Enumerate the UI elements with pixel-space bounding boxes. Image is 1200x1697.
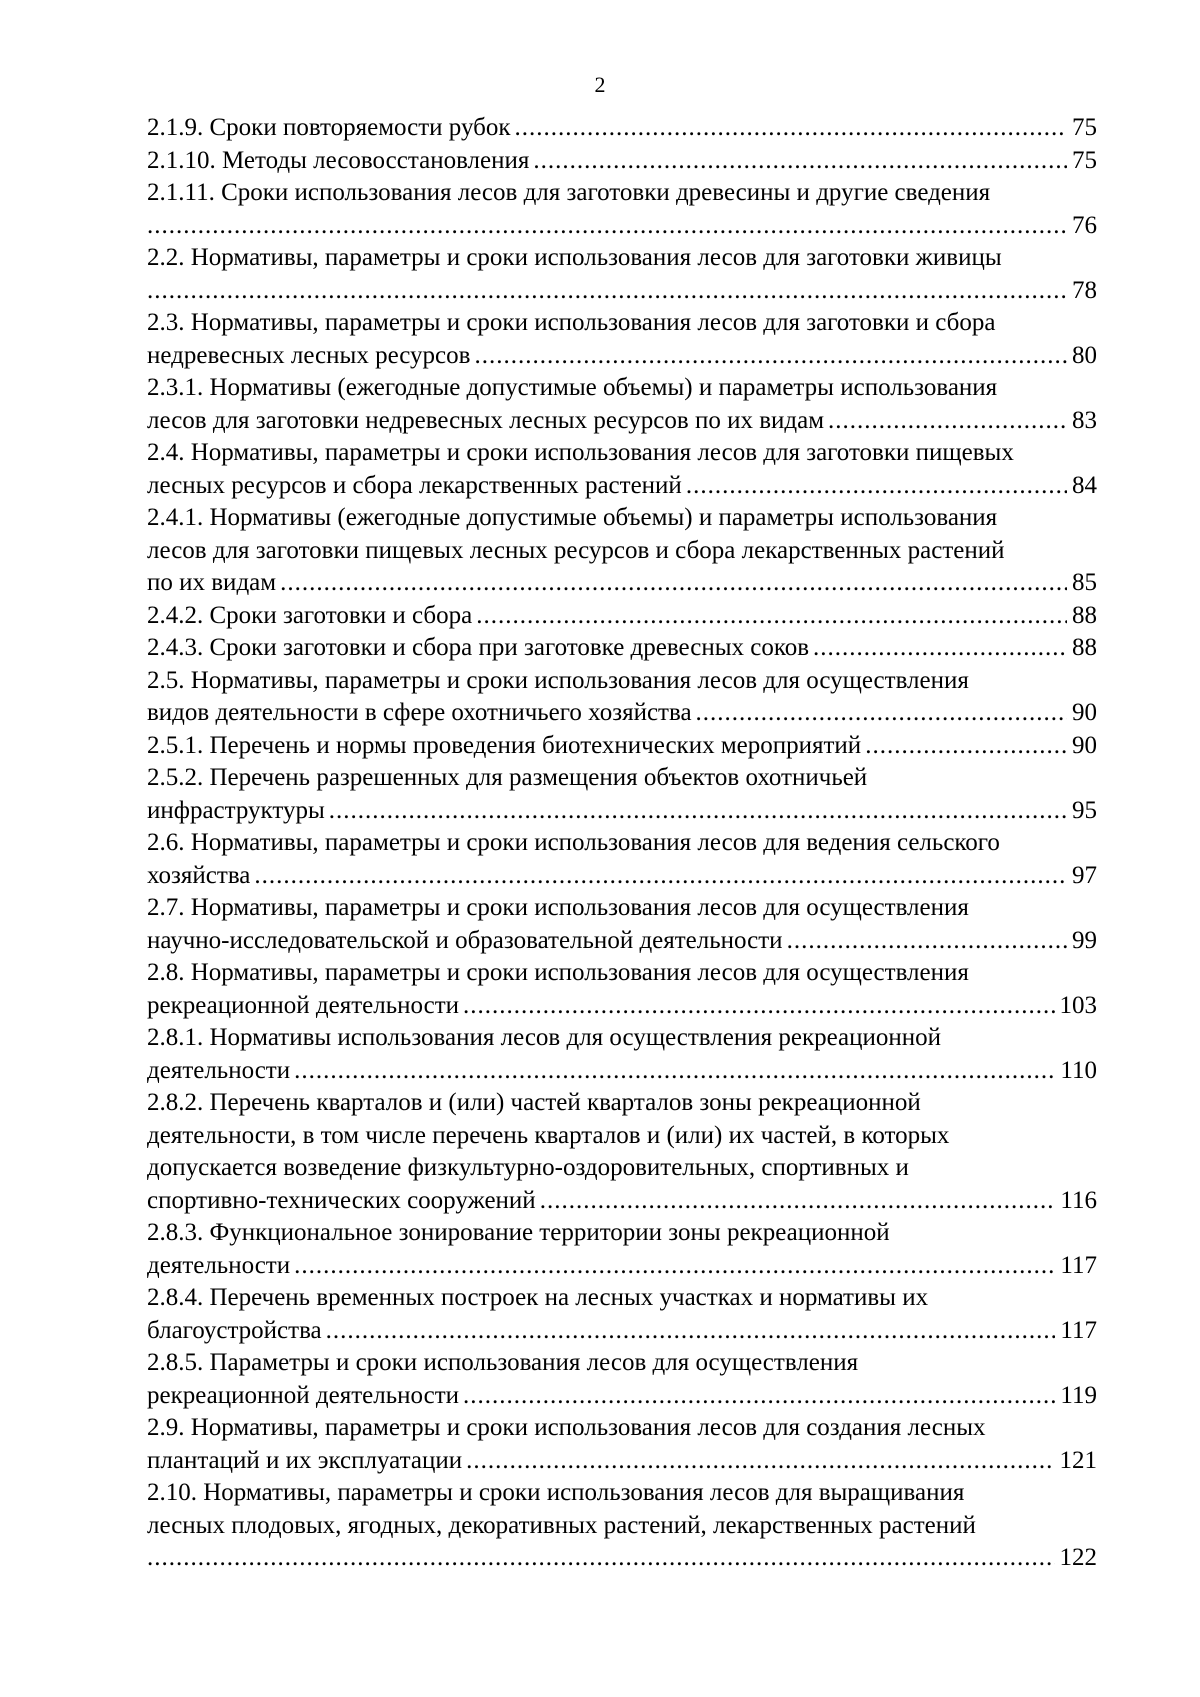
toc-entry-title: рекреационной деятельности xyxy=(147,991,459,1019)
page-number: 2 xyxy=(594,72,606,97)
toc-entry[interactable] xyxy=(147,1087,1097,1217)
toc-entry-page-number: 117 xyxy=(1060,1251,1097,1279)
toc-entry[interactable] xyxy=(147,1217,1097,1282)
toc-entry-page-number: 121 xyxy=(1059,1446,1097,1474)
dot-leader xyxy=(476,600,1067,633)
toc-entry-page-number: 90 xyxy=(1072,731,1097,759)
dot-leader xyxy=(463,990,1055,1023)
toc-entry-text-line: 2.3. Нормативы, параметры и сроки использования лесов для заготовки и сбора xyxy=(147,309,996,336)
dot-leader xyxy=(294,1250,1055,1283)
toc-entry-last-line xyxy=(147,1315,1097,1348)
dot-leader xyxy=(533,145,1067,178)
toc-entry-title: недревесных лесных ресурсов xyxy=(147,341,471,369)
toc-entry-page-number: 90 xyxy=(1072,699,1097,726)
toc-entry[interactable] xyxy=(147,957,1097,1022)
toc-entry-page-number: 99 xyxy=(1072,926,1097,954)
toc-entry-text-line: 2.7. Нормативы, параметры и сроки использования лесов для осуществления xyxy=(147,894,969,921)
toc-entry-last-line xyxy=(147,990,1097,1023)
toc-entry-text-line: 2.1.11. Сроки использования лесов для заготовки древесины и другие сведения xyxy=(147,179,991,206)
toc-entry-title: деятельности xyxy=(147,1251,291,1279)
toc-entry-page-number: 83 xyxy=(1072,406,1097,434)
toc-entry-page-number: 88 xyxy=(1072,601,1097,629)
toc-entry-title: 2.4.2. Сроки заготовки и сбора xyxy=(147,601,473,629)
dot-leader xyxy=(254,860,1067,893)
toc-entry-page-number: 85 xyxy=(1072,569,1097,596)
toc-entry[interactable] xyxy=(147,600,1097,633)
toc-entry-last-line xyxy=(147,210,1097,243)
toc-entry-title: инфраструктуры xyxy=(147,796,325,824)
toc-entry-title: 2.1.10. Методы лесовосстановления xyxy=(147,146,530,174)
toc-entry-text-line: 2.9. Нормативы, параметры и сроки использования лесов для создания лесных xyxy=(147,1414,986,1441)
toc-entry-last-line xyxy=(147,1185,1097,1218)
toc-entry-last-line xyxy=(147,632,1097,665)
toc-entry[interactable] xyxy=(147,1477,1097,1575)
toc-entry-text-line: 2.8.3. Функциональное зонирование территории зоны рекреационной xyxy=(147,1219,890,1246)
dot-leader xyxy=(686,470,1067,503)
toc-entry-title: плантаций и их эксплуатации xyxy=(147,1446,463,1474)
toc-entry-last-line xyxy=(147,275,1097,308)
toc-entry-text-line: 2.8. Нормативы, параметры и сроки использования лесов для осуществления xyxy=(147,959,969,986)
toc-entry[interactable] xyxy=(147,372,1097,437)
toc-entry[interactable] xyxy=(147,1347,1097,1412)
toc-entry-last-line xyxy=(147,405,1097,438)
toc-entry-title: 2.5.1. Перечень и нормы проведения биотехнических мероприятий xyxy=(147,731,862,759)
toc-entry-last-line xyxy=(147,860,1097,893)
toc-entry[interactable] xyxy=(147,892,1097,957)
dot-leader xyxy=(787,925,1067,958)
toc-entry[interactable] xyxy=(147,112,1097,145)
dot-leader xyxy=(515,112,1067,145)
dot-leader xyxy=(147,1542,1055,1575)
toc-entry[interactable] xyxy=(147,307,1097,372)
toc-entry-title: лесов для заготовки недревесных лесных ресурсов по их видам xyxy=(147,406,825,434)
toc-entry-title: лесных ресурсов и сбора лекарственных растений xyxy=(147,471,682,499)
toc-entry-text-line: деятельности, в том числе перечень кварталов и (или) их частей, в которых xyxy=(147,1121,950,1149)
toc-entry-page-number: 75 xyxy=(1072,114,1097,141)
toc-entry-text-line: 2.8.2. Перечень кварталов и (или) частей кварталов зоны рекреационной xyxy=(147,1089,921,1116)
toc-entry-title: рекреационной деятельности xyxy=(147,1381,459,1409)
toc-entry-last-line xyxy=(147,600,1097,633)
toc-entry-text-line: лесных плодовых, ягодных, декоративных растений, лекарственных растений xyxy=(147,1511,976,1539)
toc-entry-last-line xyxy=(147,145,1097,178)
toc-entry-last-line xyxy=(147,340,1097,373)
toc-entry-text-line: 2.8.4. Перечень временных построек на лесных участках и нормативы их xyxy=(147,1284,929,1311)
dot-leader xyxy=(463,1380,1055,1413)
toc-entry-page-number: 95 xyxy=(1072,796,1097,824)
toc-entry[interactable] xyxy=(147,502,1097,600)
toc-entry-text-line: 2.4.1. Нормативы (ежегодные допустимые объемы) и параметры использования xyxy=(147,504,998,531)
toc-entry-last-line xyxy=(147,470,1097,503)
dot-leader xyxy=(329,795,1067,828)
toc-entry-title: спортивно-технических сооружений xyxy=(147,1186,536,1214)
toc-entry-last-line xyxy=(147,1445,1097,1478)
toc-entry-page-number: 110 xyxy=(1060,1056,1097,1084)
toc-entry[interactable] xyxy=(147,1412,1097,1477)
toc-entry-last-line xyxy=(147,1055,1097,1088)
dot-leader xyxy=(466,1445,1054,1478)
toc-entry-text-line: 2.8.1. Нормативы использования лесов для осуществления рекреационной xyxy=(147,1024,941,1051)
toc-entry[interactable] xyxy=(147,632,1097,665)
toc-entry[interactable] xyxy=(147,145,1097,178)
dot-leader xyxy=(294,1055,1055,1088)
toc-entry-text-line: 2.5. Нормативы, параметры и сроки использования лесов для осуществления xyxy=(147,666,969,694)
toc-entry[interactable] xyxy=(147,730,1097,763)
toc-entry-page-number: 80 xyxy=(1072,341,1097,369)
toc-entry-title: благоустройства xyxy=(147,1316,322,1344)
toc-entry-text-line: 2.10. Нормативы, параметры и сроки использования лесов для выращивания xyxy=(147,1479,965,1506)
toc-entry-text-line: лесов для заготовки пищевых лесных ресурсов и сбора лекарственных растений xyxy=(147,536,1005,564)
toc-entry[interactable] xyxy=(147,177,1097,242)
dot-leader xyxy=(865,730,1067,763)
toc-entry-last-line xyxy=(147,1380,1097,1413)
toc-entry-text-line: 2.4. Нормативы, параметры и сроки использования лесов для заготовки пищевых xyxy=(147,439,1014,466)
toc-entry-last-line xyxy=(147,112,1097,145)
toc-entry-title: 2.4.3. Сроки заготовки и сбора при заготовке древесных соков xyxy=(147,634,810,661)
toc-entry-last-line xyxy=(147,567,1097,600)
toc-entry[interactable] xyxy=(147,1282,1097,1347)
toc-entry-page-number: 97 xyxy=(1072,861,1097,889)
toc-entry-last-line xyxy=(147,1542,1097,1575)
toc-entry-title: деятельности xyxy=(147,1056,291,1084)
toc-entry[interactable] xyxy=(147,242,1097,307)
dot-leader xyxy=(696,697,1067,730)
toc-entry-page-number: 119 xyxy=(1060,1381,1097,1409)
toc-entry[interactable] xyxy=(147,437,1097,502)
toc-entry-text-line: 2.6. Нормативы, параметры и сроки использования лесов для ведения сельского xyxy=(147,829,1000,856)
dot-leader xyxy=(813,632,1067,665)
dot-leader xyxy=(540,1185,1056,1218)
toc-entry[interactable] xyxy=(147,827,1097,892)
toc-entry-last-line xyxy=(147,925,1097,958)
toc-entry-title: видов деятельности в сфере охотничьего хозяйства xyxy=(147,699,692,726)
toc-entry-title: хозяйства xyxy=(147,861,251,889)
toc-entry-page-number: 76 xyxy=(1072,211,1097,239)
toc-entry-page-number: 75 xyxy=(1072,146,1097,174)
toc-entry-title: 2.1.9. Сроки повторяемости рубок xyxy=(147,114,511,141)
dot-leader xyxy=(147,210,1067,243)
dot-leader xyxy=(280,567,1067,600)
toc-entry-last-line xyxy=(147,795,1097,828)
toc-entry-last-line xyxy=(147,1250,1097,1283)
dot-leader xyxy=(326,1315,1056,1348)
dot-leader xyxy=(474,340,1067,373)
toc-entry[interactable] xyxy=(147,762,1097,827)
toc-entry[interactable] xyxy=(147,1022,1097,1087)
toc-entry-page-number: 122 xyxy=(1059,1544,1097,1571)
dot-leader xyxy=(147,275,1067,308)
toc-entry-page-number: 88 xyxy=(1072,634,1097,661)
toc-entry[interactable] xyxy=(147,665,1097,730)
dot-leader xyxy=(828,405,1067,438)
toc-entry-page-number: 103 xyxy=(1059,991,1097,1019)
toc-entry-title: по их видам xyxy=(147,569,277,596)
toc-entry-page-number: 116 xyxy=(1060,1186,1097,1214)
toc-entry-page-number: 84 xyxy=(1072,471,1097,499)
toc-entry-text-line: 2.2. Нормативы, параметры и сроки использования лесов для заготовки живицы xyxy=(147,244,1002,271)
toc-entry-last-line xyxy=(147,730,1097,763)
toc-entry-page-number: 117 xyxy=(1060,1316,1097,1344)
toc-entry-text-line: 2.8.5. Параметры и сроки использования лесов для осуществления xyxy=(147,1349,859,1376)
toc-entry-page-number: 78 xyxy=(1072,276,1097,304)
toc-entry-last-line xyxy=(147,697,1097,730)
toc-entry-title: научно-исследовательской и образовательной деятельности xyxy=(147,926,783,954)
table-of-contents xyxy=(147,112,1097,1575)
toc-entry-text-line: 2.5.2. Перечень разрешенных для размещения объектов охотничьей xyxy=(147,764,868,791)
toc-entry-text-line: 2.3.1. Нормативы (ежегодные допустимые объемы) и параметры использования xyxy=(147,374,998,401)
toc-entry-text-line: допускается возведение физкультурно-оздоровительных, спортивных и xyxy=(147,1154,909,1181)
